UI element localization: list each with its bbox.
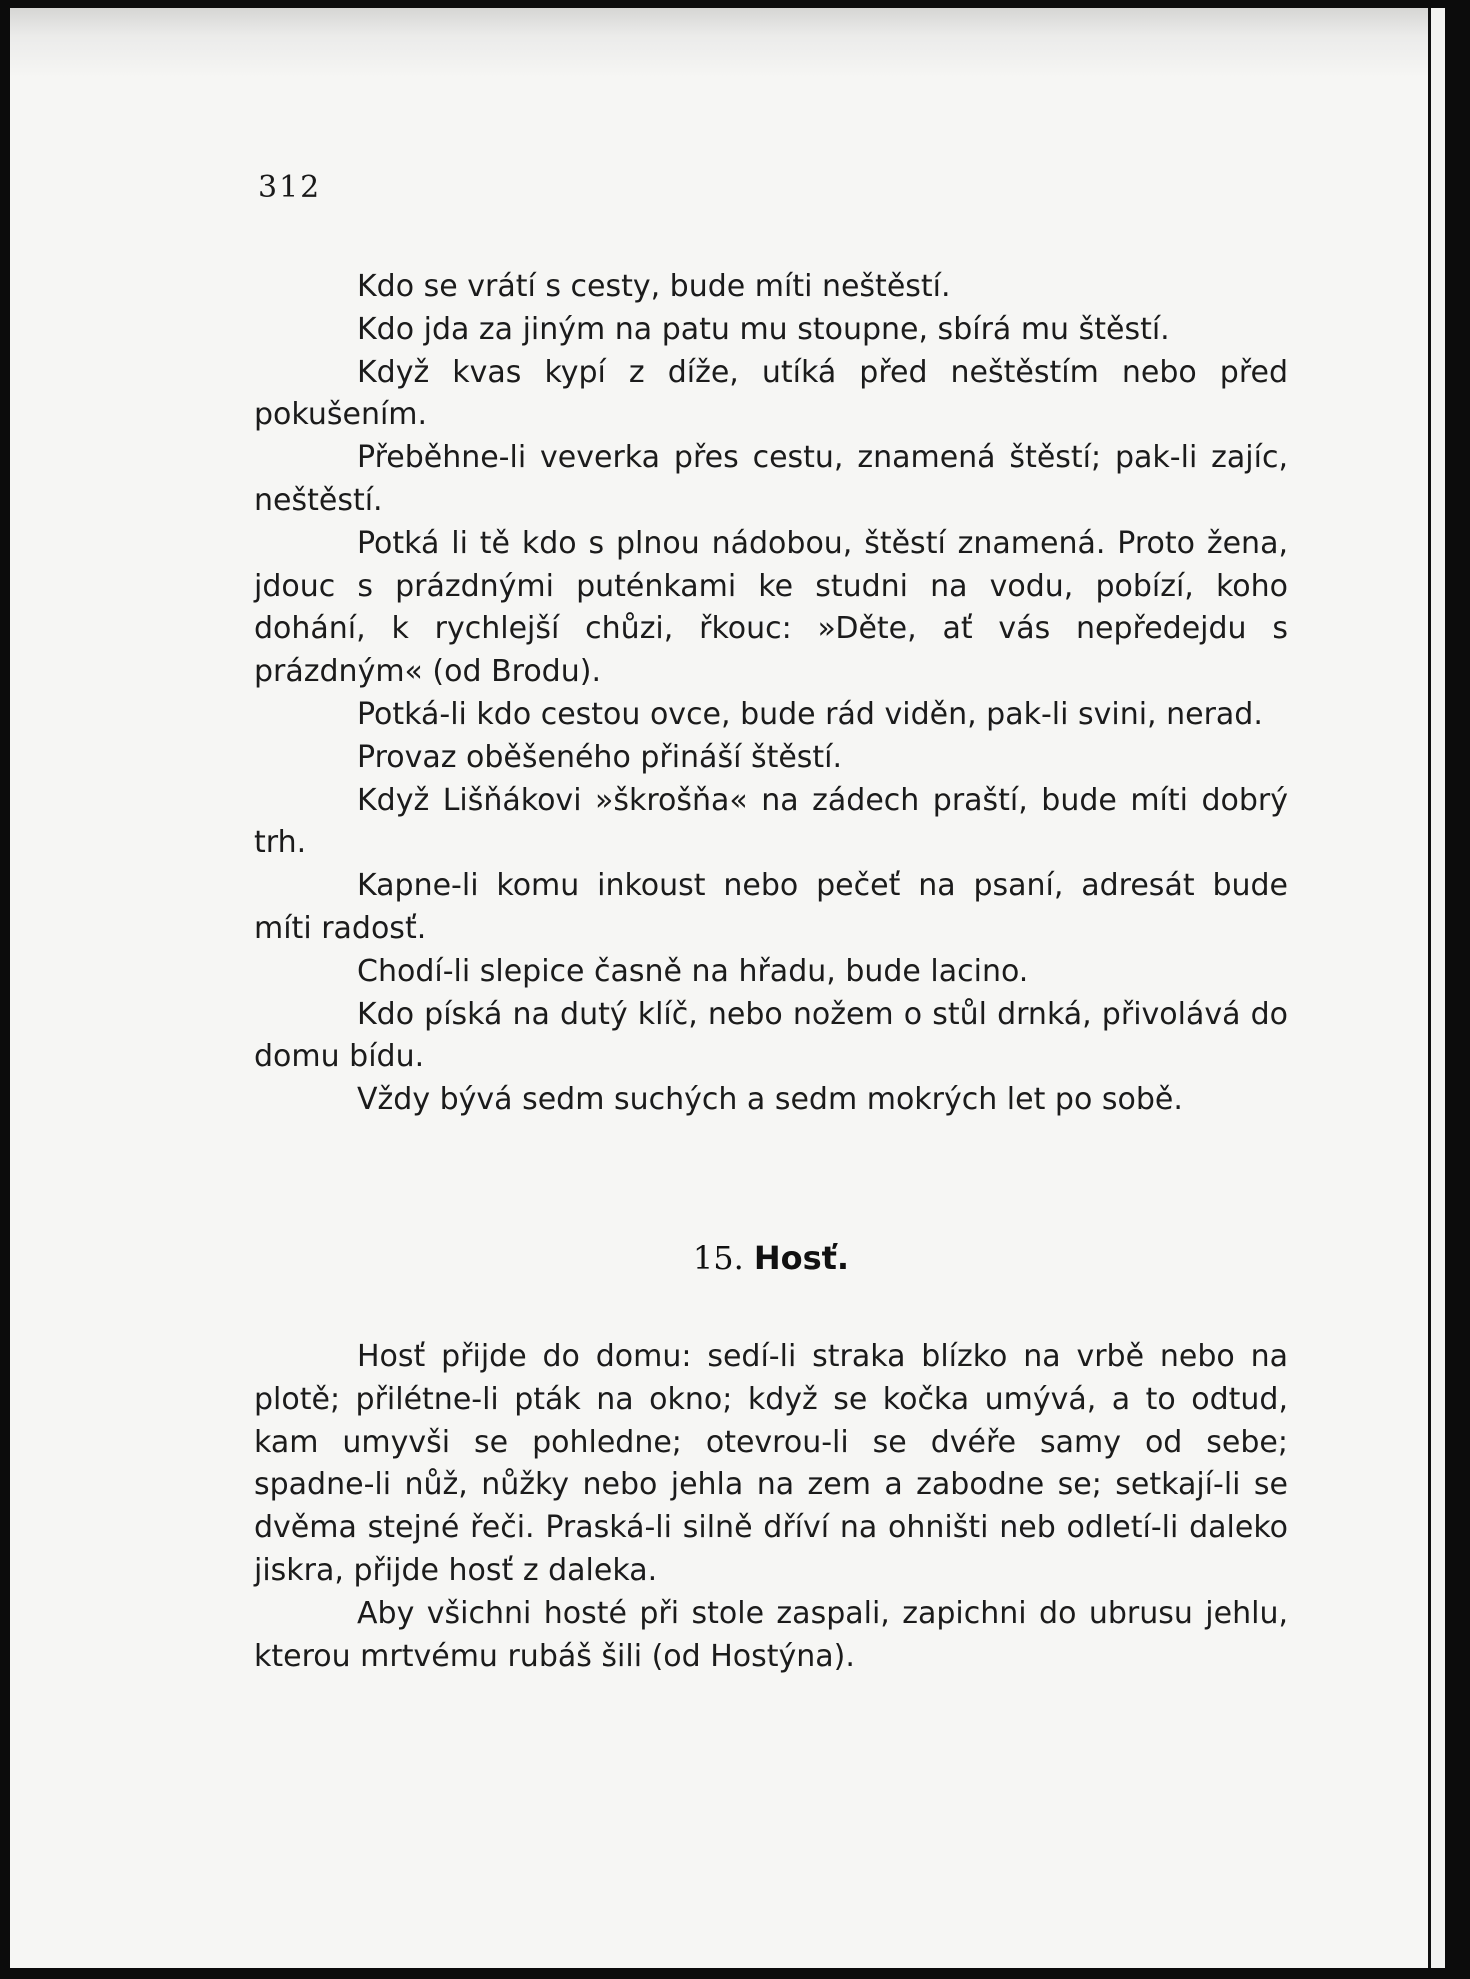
paragraph: Provaz oběšeného přináší štěstí. bbox=[357, 739, 843, 775]
paragraph: Když Lišňákovi »škrošňa« na zádech praští, bude míti dobrý trh. bbox=[254, 782, 1288, 861]
superstitions-list bbox=[254, 266, 1288, 1122]
paragraph: Chodí-li slepice časně na hřadu, bude lacino. bbox=[357, 953, 1029, 989]
paragraph: Přeběhne-li veverka přes cestu, znamená štěstí; pak-li zajíc, neštěstí. bbox=[254, 440, 1288, 518]
guest-section-text bbox=[254, 1336, 1288, 1678]
book-page bbox=[10, 8, 1428, 1968]
paragraph: Potká li tě kdo s plnou nádobou, štěstí znamená. Proto žena, jdouc s prázdnými puténkami ke studni na vodu, pobízí, koho dohání, k rychlejší chůzi, řkouc: »Děte, ať vás nepředejdu s prázdným« (od Brodu). bbox=[254, 525, 1288, 690]
section-heading bbox=[254, 1239, 1288, 1277]
paragraph: Když kvas kypí z díže, utíká před neštěstím nebo před pokušením. bbox=[254, 354, 1288, 433]
paragraph: Kdo se vrátí s cesty, bude míti neštěstí. bbox=[357, 269, 951, 304]
page-number: 312 bbox=[258, 170, 322, 205]
paragraph: Hosť přijde do domu: sedí-li straka blízko na vrbě nebo na plotě; přilétne-li pták na okno; když se kočka umývá, a to odtud, kam umyvši se pohledne; otevrou-li se dvéře samy od sebe; spadne-li nůž, nůžky nebo jehla na zem a zabodne se; setkají-li se dvěma stejné řeči. Praská-li silně dříví na ohništi neb odletí-li daleko jiskra, přijde hosť z daleka. bbox=[254, 1339, 1288, 1588]
page-edge bbox=[1428, 8, 1445, 1968]
paragraph: Kdo píská na dutý klíč, nebo nožem o stůl drnká, přivolává do domu bídu. bbox=[254, 996, 1288, 1075]
section-title: Hosť. bbox=[753, 1239, 850, 1277]
paragraph: Kapne-li komu inkoust nebo pečeť na psaní, adresát bude míti radosť. bbox=[254, 868, 1288, 946]
paragraph: Potká-li kdo cestou ovce, bude rád viděn, pak-li svini, nerad. bbox=[357, 696, 1263, 732]
paragraph: Vždy bývá sedm suchých a sedm mokrých let po sobě. bbox=[357, 1082, 1183, 1118]
paragraph: Kdo jda za jiným na patu mu stoupne, sbírá mu štěstí. bbox=[357, 311, 1170, 347]
section-number: 15. bbox=[692, 1239, 744, 1277]
paragraph: Aby všichni hosté při stole zaspali, zapichni do ubrusu jehlu, kterou mrtvému rubáš šili (od Hostýna). bbox=[254, 1595, 1288, 1674]
